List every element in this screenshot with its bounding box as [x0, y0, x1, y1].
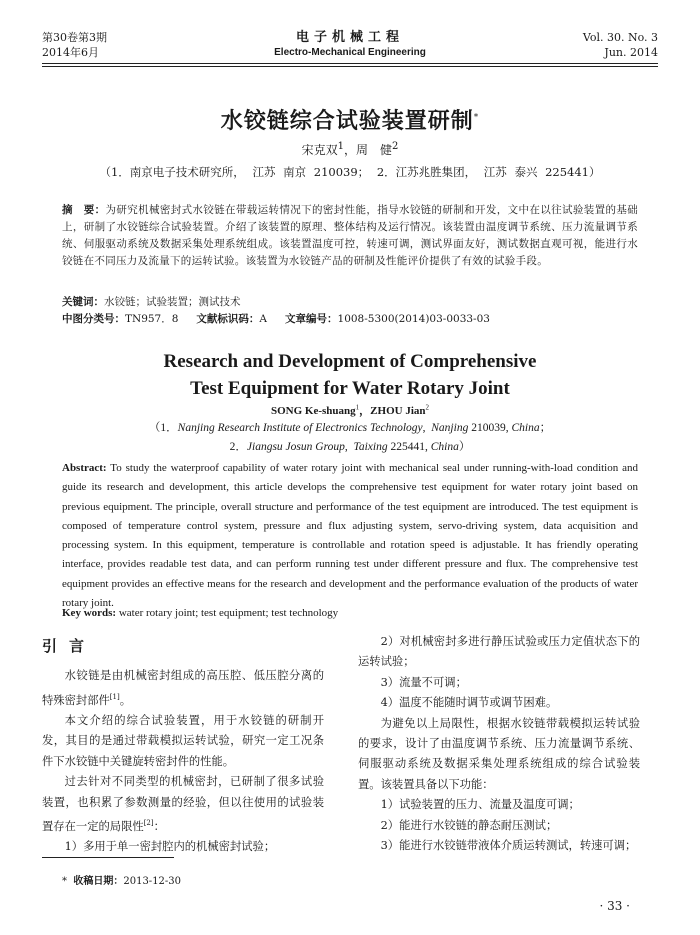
body-paragraph-3: [42, 772, 324, 837]
limitation-item-3: 3）流量不可调；: [380, 675, 467, 689]
abstract-en-label: Abstract:: [62, 462, 107, 474]
function-item-1: 1）试验装置的压力、流量及温度可调；: [380, 798, 580, 812]
affil-en-org2: Jiangsu Josun Group: [246, 441, 345, 453]
affil-en-open2: 2．: [229, 441, 247, 453]
title-zh: [0, 104, 700, 135]
body-p1-text: 水铰链是由机械密封组成的高压腔、低压腔分离的特殊密封部件: [42, 669, 324, 707]
limitation-item-2: 2）对机械密封多进行静压试验或压力定值状态下的运转试验；: [358, 635, 640, 669]
header-date-zh: 2014年6月: [42, 46, 99, 59]
section-heading-introduction: 引言: [42, 637, 97, 655]
limitation-item-1: 1）多用于单一密封腔内的机械密封试验；: [64, 840, 276, 854]
affil-en-close1: ；: [539, 422, 552, 434]
keywords-en-label: Key words:: [62, 607, 117, 619]
authors-en: [0, 402, 700, 418]
abstract-zh-label: 摘 要：: [62, 204, 106, 216]
affil-en-city2: Taixing: [353, 441, 388, 453]
abstract-en: [62, 459, 638, 613]
title-zh-text: 水铰链综合试验装置研制: [220, 109, 474, 134]
affiliation-en-1: （1．Nanjing Research Institute of Electronics Technology, Nanjing 210039, China；: [148, 422, 552, 434]
header-volume-en: Vol. 30. No. 3: [582, 31, 658, 44]
body-p3-text: 过去针对不同类型的机械密封，已研制了很多试验装置，也积累了参数测量的经验，但以往使用的试验装置存在一定的局限性: [42, 775, 324, 833]
keywords-zh-text: 水铰链；试验装置；测试技术: [104, 296, 241, 308]
article-no-value: 1008-5300(2014)03-0033-03: [337, 313, 490, 325]
abstract-zh-text: 为研究机械密封式水铰链在带载运转情况下的密封性能，指导水铰链的研制和开发，文中在以往试验装置的基础上，研制了水铰链综合试验装置。介绍了该装置的原理、整体结构及运行情况。该装置由温度调节系统、压力流量调节系统、伺服驱动系统及数据采集处理系统组成。该装置温度可控，转速可调，测试界面友好，测试数据直观可视，能进行水铰链在不同压力及流量下的运转试验。该装置为水铰链产品的研制及性能评价提供了有效的试验手段。: [62, 204, 638, 267]
citation-1: [1]: [109, 692, 120, 701]
affil-en-code2: 225441: [390, 441, 425, 453]
abstract-en-text: To study the waterproof capability of water rotary joint with mechanical seal under running-with-load condition and guide its research and development, this article develops the comprehensive test equipment for water rotary joint based on previous equipment. The principle, overall structure and performance of the test equipment are introduced. The test equipment is composed of temperature control system, pressure and flux adjusting system, servo-driving system, data acquisition and processing system. In this equipment, temperature is controllable and rotation speed is adjustable. It has friendly operating interface, provides readable test data, and can perform running test under different pressure and flux. The comprehensive test equipment provides an effective means for the research and development and the performance evaluation of the products of water rotary joint.: [62, 462, 638, 610]
footnote-received: [62, 872, 181, 887]
author-zh-2-sup: 2: [392, 141, 399, 152]
title-en-line1: Research and Development of Comprehensive: [163, 351, 537, 372]
affil-en-code1: 210039: [471, 422, 506, 434]
doc-code-value: A: [259, 313, 268, 325]
abstract-zh: [62, 202, 638, 270]
author-en-sep: ，: [359, 405, 371, 417]
footnote-label: 收稿日期：: [73, 876, 124, 887]
author-en-2-sup: 2: [425, 403, 429, 412]
affiliation-en-2: 2．Jiangsu Josun Group, Taixing 225441, China）: [229, 441, 471, 453]
footnote-rule: [42, 857, 174, 858]
affiliation-zh: （1．南京电子技术研究所， 江苏 南京 210039； 2．江苏兆胜集团， 江苏 泰兴 225441）: [99, 165, 601, 179]
author-zh-sep: ，: [343, 143, 356, 157]
keywords-zh-label: 关键词：: [62, 296, 104, 308]
header-rule: [42, 63, 658, 64]
header-rule-thin: [42, 66, 658, 67]
title-en-line2: Test Equipment for Water Rotary Joint: [190, 378, 510, 399]
affil-en-org1: Nanjing Research Institute of Electronics Technology: [177, 422, 423, 434]
author-en-2: ZHOU Jian: [370, 405, 426, 417]
footnote-mark: *: [62, 876, 67, 887]
clc-label: 中图分类号：: [62, 313, 125, 325]
body-p1-end: 。: [119, 693, 132, 707]
limitation-item-4: 4）温度不能随时调节或调节困难。: [380, 696, 558, 710]
page-number: · 33 ·: [599, 899, 630, 913]
body-left-column: [42, 632, 324, 858]
body-right-column: [358, 632, 640, 856]
author-en-1-sup: 1: [355, 403, 360, 412]
author-zh-1-sup: 1: [337, 141, 344, 152]
affil-en-city1: Nanjing: [431, 422, 469, 434]
function-item-2: 2）能进行水铰链的静态耐压测试；: [380, 818, 558, 832]
clc-value: TN957．8: [125, 313, 179, 325]
affil-en-close2: ）: [458, 441, 471, 453]
keywords-zh: [62, 294, 638, 310]
header-journal-en: Electro-Mechanical Engineering: [274, 47, 426, 58]
body-paragraph-2: 本文介绍的综合试验装置，用于水铰链的研制开发，其目的是通过带载模拟运转试验，研究一定工况条件下水铰链中关键旋转密封件的性能。: [42, 713, 324, 768]
citation-2: [2]: [143, 819, 154, 828]
keywords-en-text: water rotary joint; test equipment; test technology: [118, 607, 339, 619]
title-zh-footnote-mark: *: [473, 112, 480, 123]
doc-code-label: 文献标识码：: [196, 313, 260, 325]
body-paragraph-4: 为避免以上局限性，根据水铰链带载模拟运转试验的要求，设计了由温度调节系统、压力流量调节系统、伺服驱动系统及数据采集处理系统组成的综合试验装置。该装置具备以下功能：: [358, 716, 640, 791]
body-p3-end: ：: [153, 819, 165, 833]
affil-en-open1: （1．: [148, 422, 178, 434]
header-journal-zh: 电子机械工程: [295, 30, 404, 45]
author-zh-1: 宋克双: [301, 143, 338, 157]
function-item-3: 3）能进行水铰链带液体介质运转测试，转速可调；: [380, 839, 637, 853]
header-right: [583, 30, 658, 60]
author-zh-2: 周 健: [356, 143, 393, 157]
classification-line: [62, 311, 638, 327]
header-volume-zh: 第30卷第3期: [42, 31, 107, 44]
body-paragraph-1: [42, 666, 324, 711]
footnote-date: 2013-12-30: [123, 876, 182, 887]
header-date-en: Jun. 2014: [604, 46, 658, 59]
affil-en-country1: China: [511, 422, 540, 434]
authors-zh: [0, 141, 700, 158]
affil-en-country2: China: [430, 441, 459, 453]
keywords-en: [62, 607, 638, 619]
article-no-label: 文章编号：: [285, 313, 338, 325]
author-en-1: SONG Ke-shuang: [271, 405, 356, 417]
